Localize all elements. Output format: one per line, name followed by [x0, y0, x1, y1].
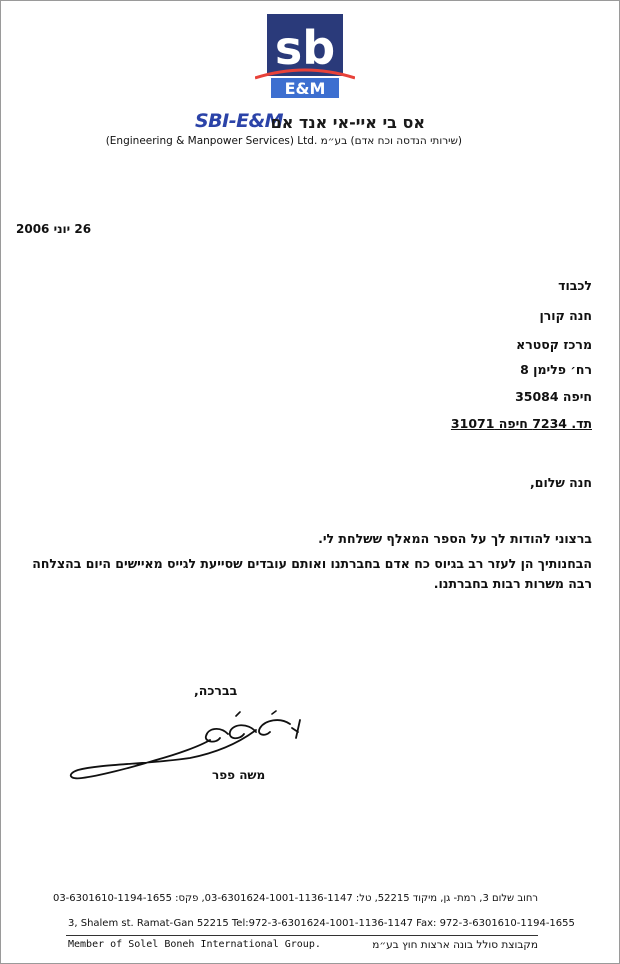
sbi-em-logo — [255, 14, 355, 100]
address-name: חנה קורן — [539, 308, 592, 323]
company-name-en: SBI-E&M — [195, 110, 284, 132]
address-street: רח׳ פלימן 8 — [520, 362, 592, 377]
company-subtitle: (שירותי הנדסה וכח אדם) בע״מ .Engineering & Manpower Services) Ltd) — [105, 135, 462, 147]
logo-badge-text: E&M — [284, 79, 326, 98]
footer-membership — [68, 939, 538, 955]
handwritten-signature — [60, 702, 310, 787]
footer-divider — [66, 935, 538, 936]
address-org: מרכז קסטרא — [516, 337, 592, 352]
logo-monogram: sb — [274, 21, 336, 75]
letter-date: 26 יוני 2006 — [16, 222, 92, 236]
address-city: חיפה 35084 — [515, 389, 592, 404]
address-salutation: לכבוד — [558, 278, 592, 293]
footer-member-he: מקבוצת סולל בונה ארצות חוץ בע״מ — [372, 939, 538, 951]
footer-address-en: 3, Shalem st. Ramat-Gan 52215 Tel:972-3-6301624-1001-1136-1147 Fax: 972-3-6301610-1194-1655 — [68, 918, 575, 929]
company-name — [195, 110, 425, 133]
footer-member-en: Member of Solel Boneh International Group. — [68, 939, 321, 950]
footer-address-he: רחוב שלום 3, רמת- גן, מיקוד 52215, טל: 03-6301624-1001-1136-1147, פקס: 03-6301610-1194-1655 — [52, 893, 538, 904]
closing: בברכה, — [194, 683, 238, 698]
company-name-he: אס בי איי-אי אנד אם — [270, 113, 425, 132]
signer-name: משה פפר — [212, 768, 266, 782]
address-po-box: תד. 7234 חיפה 31071 — [450, 416, 592, 431]
paragraph-thanks: ברצוני להודות לך על הספר המאלף ששלחת לי. — [318, 531, 592, 546]
paragraph-body: הבחנותיך הן לעזר רב בגיוס כח אדם בחברתנו ואותם עובדים שסייעת לגייס מאיישים היום בהצלחה רבה משרות רבות בחברתנו. — [32, 556, 592, 591]
greeting: חנה שלום, — [530, 475, 592, 490]
